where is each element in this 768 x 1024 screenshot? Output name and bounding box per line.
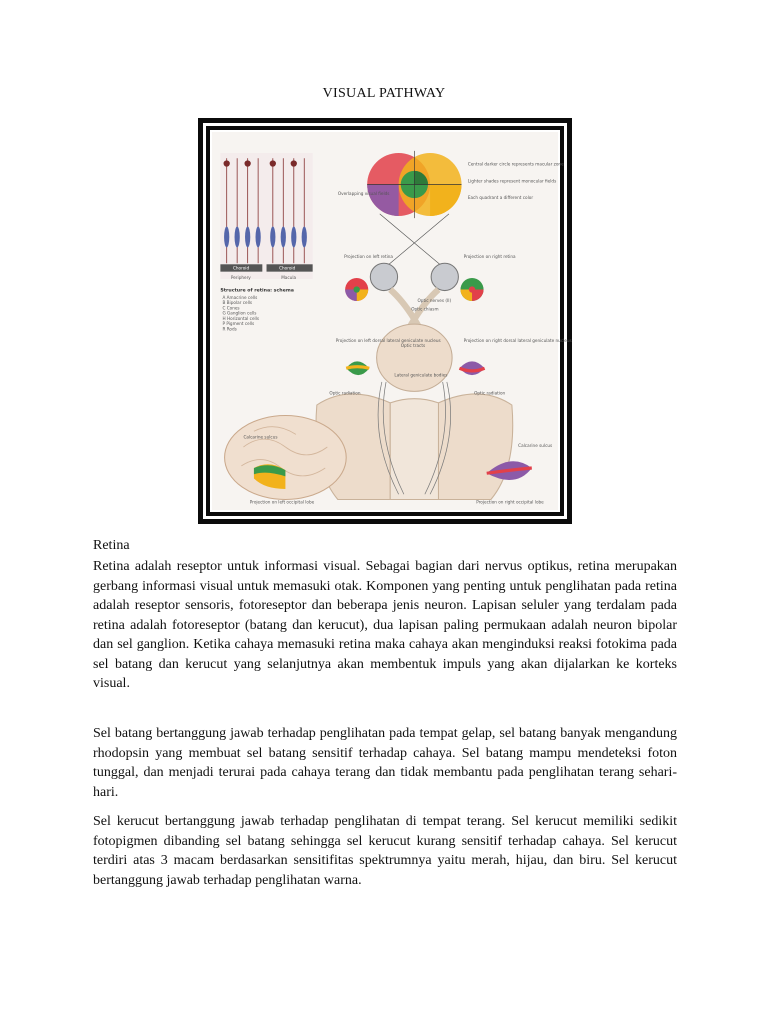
paragraph-text: Sel kerucut bertanggung jawab terhadap penglihatan di tempat terang. Sel kerucut memiliki sedikit fotopigmen dibanding sel batang sehingga sel kerucut kurang sensitif terhadap cahaya. Sel kerucut terdiri atas 3 macam berdasarkan sensitifitas spektrumnya yaitu merah, hijau, dan biru. Sel kerucut bertanggung jawab terhadap penglihatan warna. <box>93 814 677 888</box>
document-title: VISUAL PATHWAY <box>322 86 446 101</box>
optic-nerves-label: Optic nerves (II) <box>417 298 452 304</box>
proj-right-retina-label: Projection on right retina <box>463 253 516 260</box>
legend-item: H Horizontal cells <box>222 315 260 321</box>
legend-item: G Ganglion cells <box>222 310 257 316</box>
retina-legend <box>222 295 259 332</box>
legend-item: C Cones <box>222 305 240 311</box>
calcarine-right-label: Calcarine sulcus <box>518 442 553 449</box>
periphery-label: Periphery <box>230 274 251 281</box>
choroid-label-right: Choroid <box>279 265 296 271</box>
proj-left-lgn-label: Projection on left dorsal lateral geniculate nucleus <box>335 337 441 344</box>
paragraph-text: Retina adalah reseptor untuk informasi visual. Sebagai bagian dari nervus optikus, retina merupakan gerbang informasi visual untuk memasuki otak. Komponen yang penting untuk penglihatan pada retina adalah reseptor sensoris, fotoreseptor dan beberapa jenis neuron. Lapisan seluler yang terdalam pada retina adalah fotoreseptor (batang dan kerucut), dua lapisan paling permukaan adalah neuron bipolar dan sel ganglion. Ketika cahaya memasuki retina maka cahaya akan menginduksi reaksi fotokima pada sel batang dan kerucut yang selanjutnya akan membentuk impuls yang akan dijalarkan ke korteks visual. <box>93 559 677 691</box>
paragraph-cones <box>93 812 677 890</box>
visual-pathway-figure <box>198 118 572 524</box>
visual-fields-diagram <box>338 151 564 218</box>
retina-schema <box>220 153 312 331</box>
calcarine-left-label: Calcarine sulcus <box>243 434 278 440</box>
proj-left-occipital-label: Projection on left occipital lobe <box>249 499 315 505</box>
legend-item: R Rods <box>222 326 237 332</box>
proj-right-occipital-label: Projection on right occipital lobe <box>476 499 544 505</box>
proj-left-retina-label: Projection on left retina <box>344 253 394 260</box>
choroid-label-left: Choroid <box>232 265 250 271</box>
paragraph-rods <box>93 724 677 802</box>
proj-right-lgn-label: Projection on right dorsal lateral geniculate nucleus <box>463 337 572 344</box>
optic-chiasm-label: Optic chiasm <box>411 306 439 312</box>
section-heading: Retina <box>93 538 130 553</box>
macula-label: Macula <box>281 274 297 281</box>
overlapping-fields-label: Overlapping visual fields <box>337 190 390 197</box>
optic-tracts-label: Optic tracts <box>400 343 426 349</box>
legend-item: P Pigment cells <box>222 321 255 327</box>
central-circle-label: Central darker circle represents macular zone <box>467 161 564 167</box>
cortex-section <box>225 382 553 505</box>
legend-item: B Bipolar cells <box>222 300 253 306</box>
optic-pathway <box>336 214 572 391</box>
retina-schema-title: Structure of retina: schema <box>220 288 294 294</box>
paragraph-retina <box>93 557 677 694</box>
legend-item: A Amacrine cells <box>222 294 258 300</box>
optic-radiation-right-label: Optic radiation <box>474 390 506 396</box>
optic-radiation-left-label: Optic radiation <box>329 390 361 396</box>
quadrant-label: Each quadrant a different color <box>467 195 534 201</box>
paragraph-text: Sel batang bertanggung jawab terhadap penglihatan pada tempat gelap, sel batang banyak mengandung rhodopsin yang membuat sel batang sensitif terhadap cahaya. Sel batang mampu mendeteksi foton tunggal, dan menjadi terurai pada cahaya terang dan tidak membantu pada penglihatan terang sehari-hari. <box>93 726 677 800</box>
lighter-shades-label: Lighter shades represent monocular fields <box>467 178 557 184</box>
visual-pathway-illustration <box>212 132 572 510</box>
lateral-geniculate-label: Lateral geniculate bodies <box>394 372 448 378</box>
